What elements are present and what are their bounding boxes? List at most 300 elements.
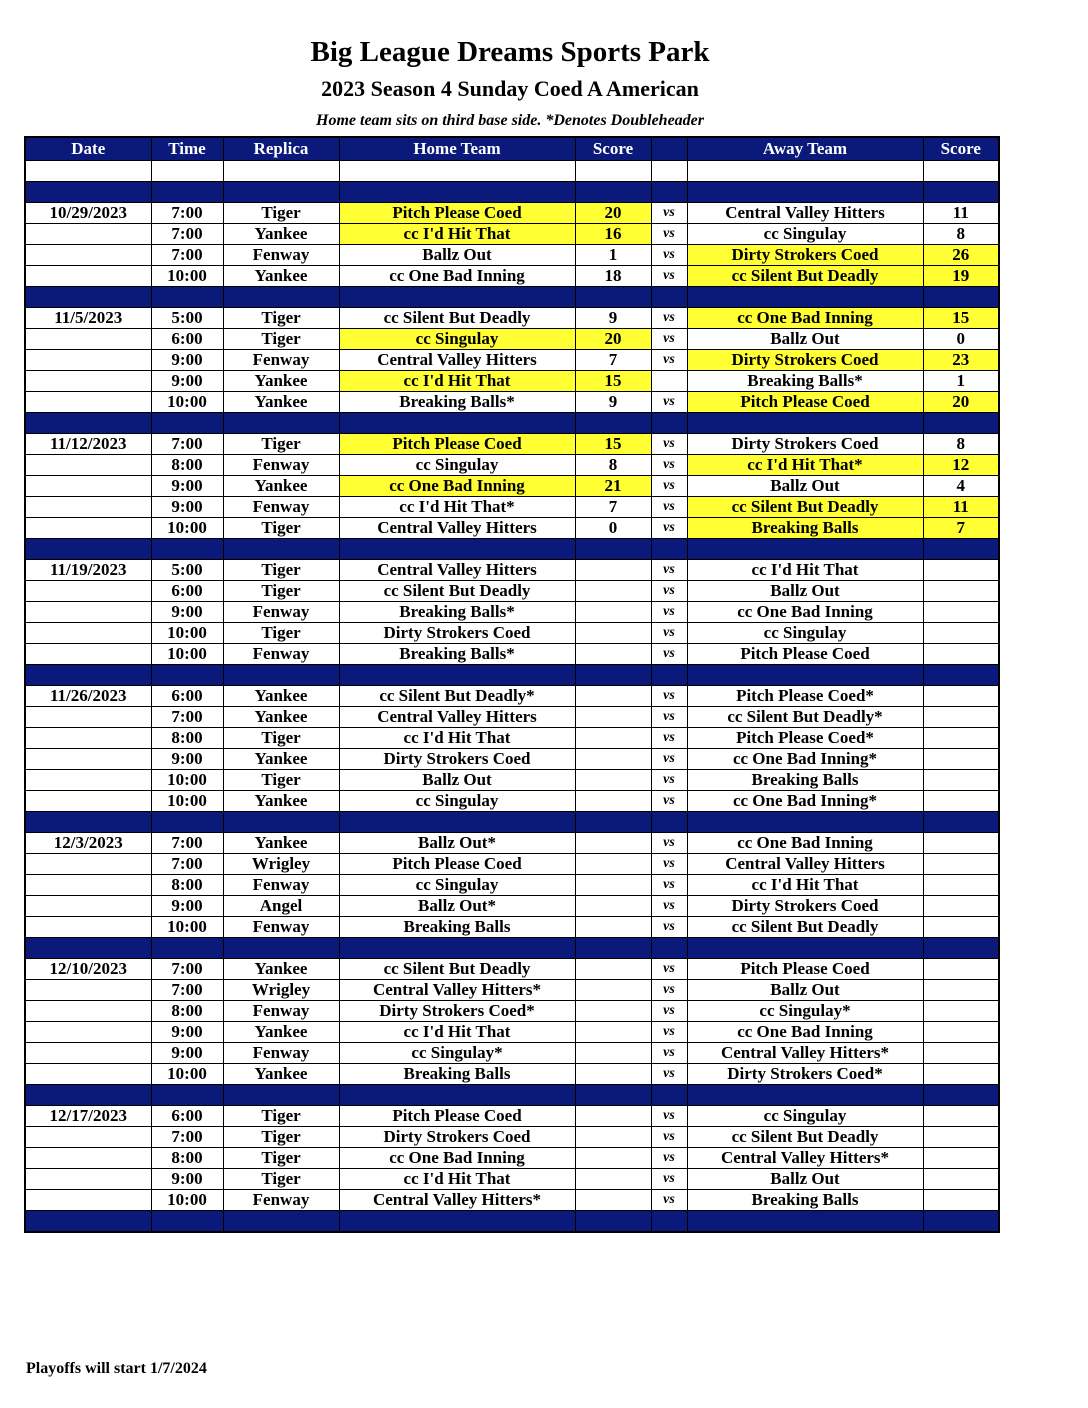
date-cell	[25, 266, 151, 287]
home-team-cell: Ballz Out	[339, 770, 575, 791]
away-score-cell: 7	[923, 518, 999, 539]
away-team-cell: Dirty Strokers Coed	[687, 434, 923, 455]
home-team-cell: Dirty Strokers Coed	[339, 749, 575, 770]
home-team-cell: cc Singulay	[339, 329, 575, 350]
away-team-cell: Dirty Strokers Coed	[687, 350, 923, 371]
date-cell	[25, 728, 151, 749]
week-separator-cell	[923, 938, 999, 959]
home-score-cell: 9	[575, 392, 651, 413]
vs-cell: vs	[651, 518, 687, 539]
date-cell: 11/26/2023	[25, 686, 151, 707]
blank-row-cell	[923, 161, 999, 182]
home-team-cell: Ballz Out*	[339, 833, 575, 854]
time-cell: 7:00	[151, 707, 223, 728]
away-score-cell: 1	[923, 371, 999, 392]
game-row	[25, 1127, 999, 1148]
replica-cell: Wrigley	[223, 980, 339, 1001]
date-cell: 11/5/2023	[25, 308, 151, 329]
replica-cell: Angel	[223, 896, 339, 917]
home-score-cell	[575, 707, 651, 728]
blank-row-cell	[651, 161, 687, 182]
week-separator-cell	[923, 1211, 999, 1233]
replica-cell: Tiger	[223, 329, 339, 350]
vs-cell: vs	[651, 749, 687, 770]
replica-cell: Tiger	[223, 560, 339, 581]
away-score-cell	[923, 602, 999, 623]
game-row	[25, 1043, 999, 1064]
away-team-cell: cc Singulay	[687, 623, 923, 644]
vs-cell: vs	[651, 896, 687, 917]
date-cell	[25, 1148, 151, 1169]
date-cell: 11/19/2023	[25, 560, 151, 581]
date-cell	[25, 980, 151, 1001]
game-row	[25, 1064, 999, 1085]
week-separator-cell	[687, 539, 923, 560]
home-score-cell	[575, 1064, 651, 1085]
date-cell	[25, 791, 151, 812]
home-score-cell	[575, 833, 651, 854]
header-home-team: Home Team	[339, 137, 575, 161]
home-team-cell: Pitch Please Coed	[339, 1106, 575, 1127]
vs-cell: vs	[651, 497, 687, 518]
home-score-cell: 9	[575, 308, 651, 329]
away-score-cell	[923, 1022, 999, 1043]
time-cell: 10:00	[151, 917, 223, 938]
vs-cell: vs	[651, 770, 687, 791]
week-separator-cell	[223, 182, 339, 203]
date-cell	[25, 1190, 151, 1211]
away-score-cell	[923, 644, 999, 665]
week-separator-cell	[151, 1211, 223, 1233]
header-away-score: Score	[923, 137, 999, 161]
game-row	[25, 497, 999, 518]
date-cell	[25, 644, 151, 665]
game-row	[25, 392, 999, 413]
replica-cell: Tiger	[223, 1127, 339, 1148]
week-separator-cell	[687, 1085, 923, 1106]
week-separator-cell	[339, 665, 575, 686]
game-row	[25, 1022, 999, 1043]
date-cell	[25, 1064, 151, 1085]
week-separator	[25, 539, 999, 560]
home-score-cell: 20	[575, 203, 651, 224]
replica-cell: Yankee	[223, 224, 339, 245]
time-cell: 7:00	[151, 980, 223, 1001]
vs-cell: vs	[651, 245, 687, 266]
replica-cell: Yankee	[223, 371, 339, 392]
date-cell	[25, 1043, 151, 1064]
week-separator-cell	[223, 812, 339, 833]
home-team-cell: Dirty Strokers Coed*	[339, 1001, 575, 1022]
week-separator-cell	[25, 413, 151, 434]
replica-cell: Yankee	[223, 749, 339, 770]
home-score-cell	[575, 1190, 651, 1211]
header-away-team: Away Team	[687, 137, 923, 161]
vs-cell: vs	[651, 350, 687, 371]
week-separator-cell	[151, 287, 223, 308]
home-team-cell: Breaking Balls*	[339, 392, 575, 413]
week-separator-cell	[651, 665, 687, 686]
date-cell	[25, 392, 151, 413]
home-team-cell: cc I'd Hit That*	[339, 497, 575, 518]
game-row	[25, 959, 999, 980]
week-separator-cell	[651, 938, 687, 959]
week-separator	[25, 938, 999, 959]
away-team-cell: Dirty Strokers Coed	[687, 245, 923, 266]
home-score-cell	[575, 1127, 651, 1148]
away-team-cell: Pitch Please Coed*	[687, 728, 923, 749]
game-row	[25, 1106, 999, 1127]
game-row	[25, 245, 999, 266]
away-team-cell: Breaking Balls	[687, 1190, 923, 1211]
away-score-cell	[923, 1043, 999, 1064]
date-cell	[25, 1127, 151, 1148]
game-row	[25, 329, 999, 350]
game-row	[25, 455, 999, 476]
week-separator-cell	[687, 938, 923, 959]
week-separator-cell	[687, 287, 923, 308]
replica-cell: Yankee	[223, 392, 339, 413]
week-separator-cell	[687, 1211, 923, 1233]
vs-cell: vs	[651, 455, 687, 476]
date-cell	[25, 749, 151, 770]
away-score-cell	[923, 623, 999, 644]
week-separator	[25, 665, 999, 686]
week-separator-cell	[651, 1085, 687, 1106]
date-cell	[25, 1169, 151, 1190]
home-score-cell	[575, 917, 651, 938]
header-vs	[651, 137, 687, 161]
week-separator-cell	[575, 413, 651, 434]
replica-cell: Fenway	[223, 1043, 339, 1064]
home-team-cell: Pitch Please Coed	[339, 434, 575, 455]
time-cell: 10:00	[151, 791, 223, 812]
away-team-cell: cc One Bad Inning	[687, 602, 923, 623]
replica-cell: Tiger	[223, 623, 339, 644]
replica-cell: Fenway	[223, 1001, 339, 1022]
week-separator-cell	[151, 539, 223, 560]
away-score-cell	[923, 1169, 999, 1190]
away-team-cell: cc Silent But Deadly	[687, 497, 923, 518]
away-score-cell	[923, 1190, 999, 1211]
schedule-body	[25, 161, 999, 1233]
home-team-cell: Ballz Out	[339, 245, 575, 266]
week-separator-cell	[923, 812, 999, 833]
vs-cell: vs	[651, 1022, 687, 1043]
home-team-cell: Pitch Please Coed	[339, 854, 575, 875]
replica-cell: Fenway	[223, 644, 339, 665]
header-home-score: Score	[575, 137, 651, 161]
week-separator-cell	[339, 1085, 575, 1106]
game-row	[25, 434, 999, 455]
game-row	[25, 1001, 999, 1022]
away-team-cell: cc Silent But Deadly	[687, 917, 923, 938]
time-cell: 7:00	[151, 1127, 223, 1148]
time-cell: 10:00	[151, 1190, 223, 1211]
date-cell	[25, 917, 151, 938]
header-replica: Replica	[223, 137, 339, 161]
away-team-cell: Ballz Out	[687, 581, 923, 602]
blank-row-cell	[339, 161, 575, 182]
week-separator	[25, 413, 999, 434]
week-separator-cell	[223, 1085, 339, 1106]
away-score-cell	[923, 560, 999, 581]
week-separator-cell	[575, 1211, 651, 1233]
home-team-cell: Central Valley Hitters	[339, 518, 575, 539]
home-score-cell: 15	[575, 434, 651, 455]
vs-cell: vs	[651, 1169, 687, 1190]
away-team-cell: cc One Bad Inning	[687, 308, 923, 329]
away-team-cell: Dirty Strokers Coed	[687, 896, 923, 917]
replica-cell: Tiger	[223, 434, 339, 455]
away-score-cell	[923, 728, 999, 749]
page-subtitle: 2023 Season 4 Sunday Coed A American	[321, 76, 699, 101]
away-team-cell: Pitch Please Coed	[687, 644, 923, 665]
home-score-cell	[575, 623, 651, 644]
away-score-cell	[923, 1001, 999, 1022]
home-team-cell: cc One Bad Inning	[339, 1148, 575, 1169]
time-cell: 7:00	[151, 854, 223, 875]
replica-cell: Tiger	[223, 308, 339, 329]
replica-cell: Yankee	[223, 959, 339, 980]
game-row	[25, 602, 999, 623]
away-team-cell: Breaking Balls	[687, 518, 923, 539]
week-separator-cell	[223, 1211, 339, 1233]
away-team-cell: cc One Bad Inning	[687, 833, 923, 854]
home-team-cell: cc I'd Hit That	[339, 224, 575, 245]
home-score-cell: 7	[575, 350, 651, 371]
home-team-cell: cc One Bad Inning	[339, 266, 575, 287]
away-score-cell	[923, 959, 999, 980]
vs-cell: vs	[651, 434, 687, 455]
time-cell: 7:00	[151, 224, 223, 245]
away-team-cell: cc I'd Hit That	[687, 875, 923, 896]
replica-cell: Tiger	[223, 1148, 339, 1169]
date-cell	[25, 371, 151, 392]
date-cell: 12/10/2023	[25, 959, 151, 980]
date-cell	[25, 1022, 151, 1043]
replica-cell: Yankee	[223, 1064, 339, 1085]
time-cell: 8:00	[151, 728, 223, 749]
vs-cell: vs	[651, 224, 687, 245]
date-cell	[25, 854, 151, 875]
vs-cell: vs	[651, 623, 687, 644]
time-cell: 10:00	[151, 1064, 223, 1085]
away-score-cell	[923, 1148, 999, 1169]
vs-cell: vs	[651, 1064, 687, 1085]
home-team-cell: cc Singulay	[339, 455, 575, 476]
away-team-cell: cc Singulay	[687, 224, 923, 245]
game-row	[25, 896, 999, 917]
vs-cell: vs	[651, 560, 687, 581]
away-score-cell	[923, 833, 999, 854]
week-separator-cell	[223, 938, 339, 959]
home-score-cell: 7	[575, 497, 651, 518]
game-row	[25, 770, 999, 791]
home-score-cell: 16	[575, 224, 651, 245]
replica-cell: Yankee	[223, 266, 339, 287]
away-score-cell	[923, 1106, 999, 1127]
vs-cell: vs	[651, 833, 687, 854]
away-score-cell: 19	[923, 266, 999, 287]
home-score-cell	[575, 1106, 651, 1127]
home-team-cell: cc Singulay*	[339, 1043, 575, 1064]
header-time: Time	[151, 137, 223, 161]
vs-cell: vs	[651, 728, 687, 749]
away-score-cell: 12	[923, 455, 999, 476]
away-team-cell: cc I'd Hit That	[687, 560, 923, 581]
away-team-cell: Breaking Balls	[687, 770, 923, 791]
home-score-cell	[575, 1022, 651, 1043]
game-row	[25, 833, 999, 854]
date-cell: 10/29/2023	[25, 203, 151, 224]
week-separator-cell	[339, 413, 575, 434]
week-separator-cell	[223, 665, 339, 686]
away-score-cell	[923, 707, 999, 728]
game-row	[25, 749, 999, 770]
replica-cell: Yankee	[223, 791, 339, 812]
week-separator-cell	[575, 539, 651, 560]
away-score-cell	[923, 791, 999, 812]
away-score-cell: 26	[923, 245, 999, 266]
home-team-cell: Ballz Out*	[339, 896, 575, 917]
week-separator	[25, 1211, 999, 1233]
date-cell	[25, 518, 151, 539]
home-team-cell: cc Singulay	[339, 791, 575, 812]
home-team-cell: cc I'd Hit That	[339, 1022, 575, 1043]
date-cell	[25, 329, 151, 350]
home-team-cell: Dirty Strokers Coed	[339, 623, 575, 644]
home-team-cell: Breaking Balls	[339, 1064, 575, 1085]
schedule-table	[24, 136, 1000, 1233]
week-separator-cell	[25, 287, 151, 308]
time-cell: 9:00	[151, 476, 223, 497]
week-separator-cell	[651, 1211, 687, 1233]
away-score-cell	[923, 980, 999, 1001]
vs-cell: vs	[651, 644, 687, 665]
replica-cell: Tiger	[223, 1106, 339, 1127]
vs-cell: vs	[651, 959, 687, 980]
away-team-cell: Pitch Please Coed	[687, 959, 923, 980]
week-separator-cell	[575, 287, 651, 308]
away-team-cell: cc Silent But Deadly	[687, 266, 923, 287]
time-cell: 10:00	[151, 392, 223, 413]
home-team-cell: cc Silent But Deadly	[339, 581, 575, 602]
home-team-cell: cc Silent But Deadly*	[339, 686, 575, 707]
home-team-cell: Dirty Strokers Coed	[339, 1127, 575, 1148]
replica-cell: Fenway	[223, 602, 339, 623]
time-cell: 9:00	[151, 497, 223, 518]
week-separator-cell	[687, 413, 923, 434]
time-cell: 10:00	[151, 770, 223, 791]
replica-cell: Fenway	[223, 350, 339, 371]
vs-cell: vs	[651, 875, 687, 896]
home-team-cell: cc Silent But Deadly	[339, 959, 575, 980]
week-separator-cell	[339, 1211, 575, 1233]
week-separator-cell	[923, 1085, 999, 1106]
week-separator-cell	[339, 287, 575, 308]
away-team-cell: Dirty Strokers Coed*	[687, 1064, 923, 1085]
home-score-cell: 20	[575, 329, 651, 350]
date-cell	[25, 581, 151, 602]
away-team-cell: cc Singulay	[687, 1106, 923, 1127]
week-separator-cell	[575, 665, 651, 686]
home-team-cell: Pitch Please Coed	[339, 203, 575, 224]
time-cell: 9:00	[151, 749, 223, 770]
replica-cell: Fenway	[223, 1190, 339, 1211]
away-score-cell	[923, 875, 999, 896]
game-row	[25, 518, 999, 539]
home-score-cell	[575, 959, 651, 980]
week-separator-cell	[151, 812, 223, 833]
date-cell	[25, 602, 151, 623]
home-score-cell	[575, 980, 651, 1001]
game-row	[25, 917, 999, 938]
game-row	[25, 728, 999, 749]
replica-cell: Fenway	[223, 245, 339, 266]
away-team-cell: cc I'd Hit That*	[687, 455, 923, 476]
vs-cell	[651, 371, 687, 392]
week-separator-cell	[575, 812, 651, 833]
replica-cell: Yankee	[223, 833, 339, 854]
blank-row-cell	[25, 161, 151, 182]
week-separator-cell	[687, 812, 923, 833]
time-cell: 6:00	[151, 329, 223, 350]
home-score-cell	[575, 644, 651, 665]
time-cell: 7:00	[151, 245, 223, 266]
game-row	[25, 1169, 999, 1190]
week-separator-cell	[339, 182, 575, 203]
week-separator-cell	[923, 287, 999, 308]
date-cell: 12/17/2023	[25, 1106, 151, 1127]
away-score-cell: 23	[923, 350, 999, 371]
away-score-cell: 8	[923, 434, 999, 455]
week-separator-cell	[575, 182, 651, 203]
home-score-cell	[575, 686, 651, 707]
time-cell: 8:00	[151, 1148, 223, 1169]
time-cell: 9:00	[151, 371, 223, 392]
week-separator-cell	[575, 938, 651, 959]
away-score-cell	[923, 770, 999, 791]
home-team-cell: cc I'd Hit That	[339, 728, 575, 749]
time-cell: 7:00	[151, 959, 223, 980]
away-score-cell: 4	[923, 476, 999, 497]
page-title: Big League Dreams Sports Park	[310, 36, 710, 68]
home-score-cell: 21	[575, 476, 651, 497]
vs-cell: vs	[651, 1190, 687, 1211]
week-separator-cell	[151, 413, 223, 434]
home-team-cell: Central Valley Hitters	[339, 560, 575, 581]
blank-row-cell	[687, 161, 923, 182]
week-separator	[25, 812, 999, 833]
time-cell: 6:00	[151, 581, 223, 602]
game-row	[25, 707, 999, 728]
date-cell	[25, 707, 151, 728]
away-team-cell: cc One Bad Inning	[687, 1022, 923, 1043]
vs-cell: vs	[651, 1001, 687, 1022]
time-cell: 9:00	[151, 1022, 223, 1043]
vs-cell: vs	[651, 791, 687, 812]
week-separator-cell	[25, 938, 151, 959]
time-cell: 5:00	[151, 560, 223, 581]
away-score-cell: 11	[923, 497, 999, 518]
away-score-cell: 20	[923, 392, 999, 413]
week-separator-cell	[25, 539, 151, 560]
week-separator-cell	[651, 287, 687, 308]
week-separator-cell	[687, 665, 923, 686]
away-team-cell: Central Valley Hitters	[687, 203, 923, 224]
replica-cell: Tiger	[223, 728, 339, 749]
